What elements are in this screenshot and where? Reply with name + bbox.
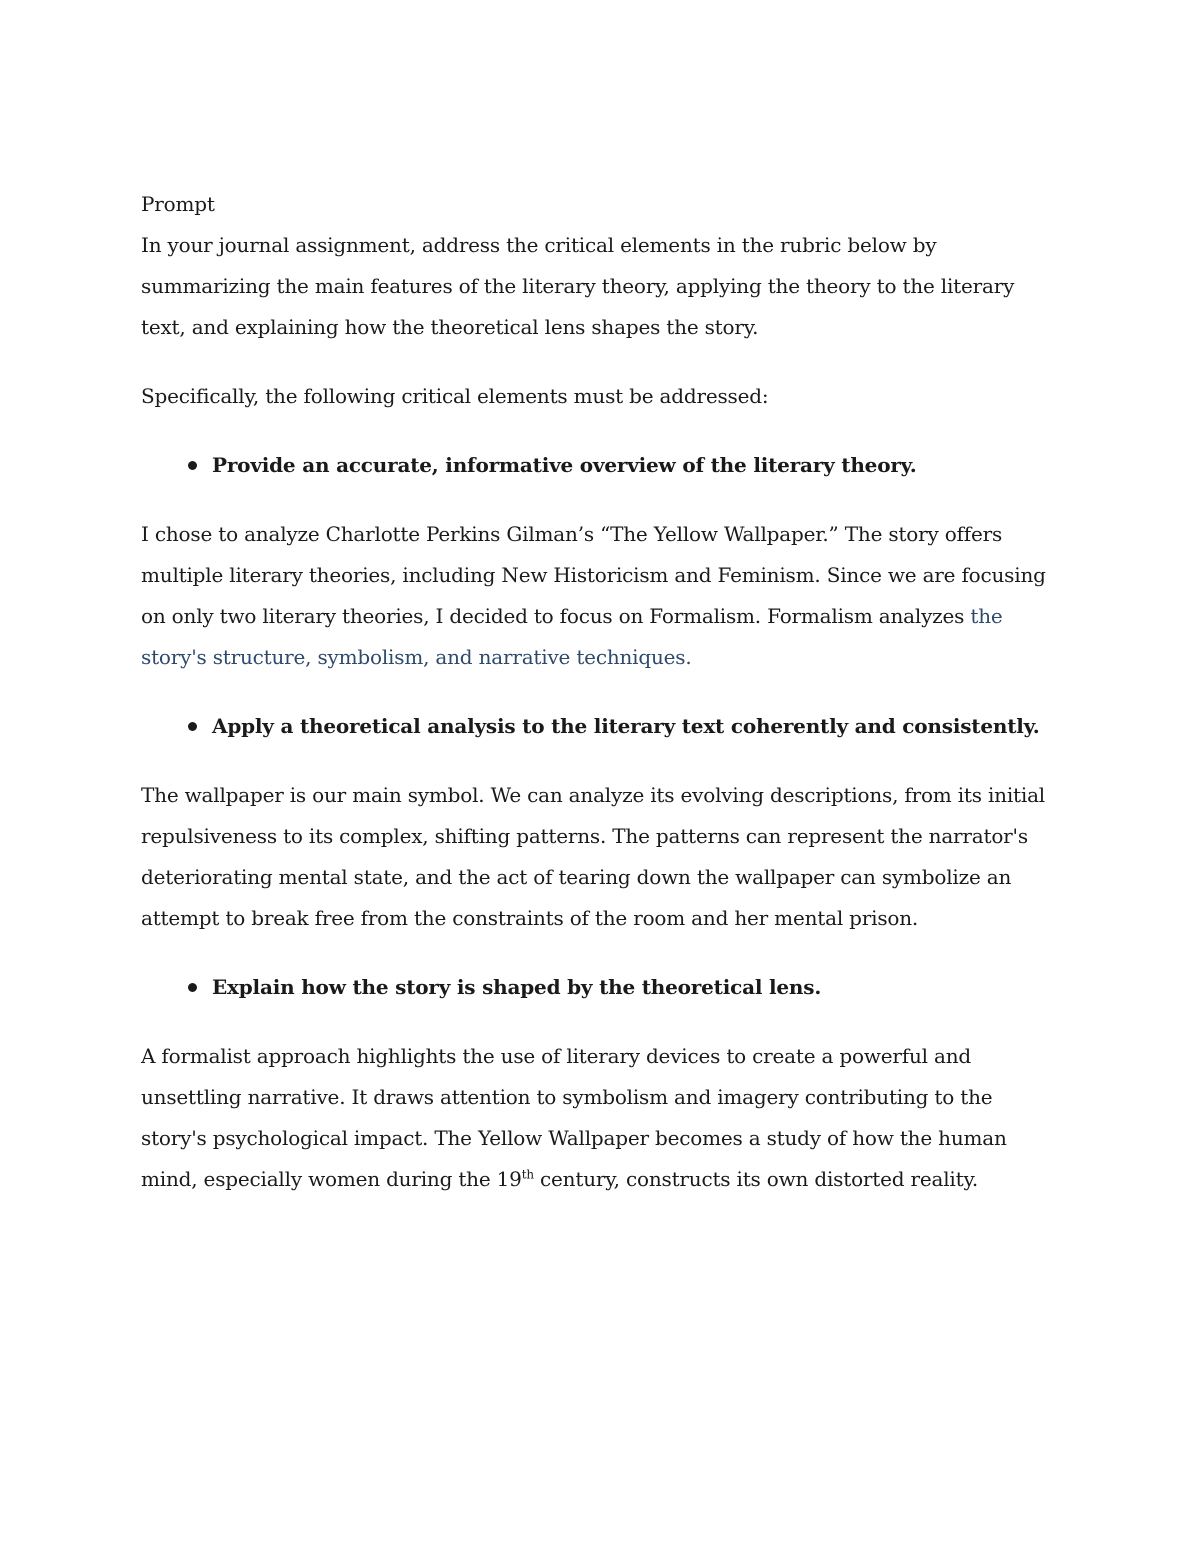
specifically-paragraph: Specifically, the following critical elements must be addressed: [141, 384, 769, 408]
lens-text-end: century, constructs its own distorted reality. [533, 1167, 979, 1191]
critical-element-3 [141, 967, 1061, 1008]
bullet-dot-icon [188, 983, 197, 992]
bullet-dot-icon [188, 722, 197, 731]
overview-paragraph [141, 514, 1061, 678]
intro-paragraph: In your journal assignment, address the critical elements in the rubric below by summarizing the main features of the literary theory, applying the theory to the literary text, and explaining how the theoretical lens shapes the story. [141, 233, 1015, 339]
prompt-heading: Prompt [141, 192, 215, 216]
overview-text: I chose to analyze Charlotte Perkins Gilman’s “The Yellow Wallpaper.” The story offers multiple literary theories, including New Historicism and Feminism. Since we are focusing on only two literary theories, I decided to focus on Formalism. Formalism analyzes [141, 522, 1046, 628]
lens-paragraph [141, 1036, 1061, 1200]
critical-element-2-text: Apply a theoretical analysis to the literary text coherently and consistently. [212, 714, 1040, 738]
critical-element-1-text: Provide an accurate, informative overview of the literary theory. [212, 453, 917, 477]
critical-element-2 [141, 706, 1061, 747]
document-page [141, 184, 1061, 1200]
ordinal-superscript: th [521, 1167, 534, 1182]
bullet-dot-icon [188, 461, 197, 470]
analysis-paragraph: The wallpaper is our main symbol. We can analyze its evolving descriptions, from its initial repulsiveness to its complex, shifting patterns. The patterns can represent the narrator's deteriorating mental state, and the act of tearing down the wallpaper can symbolize an attempt to break free from the constraints of the room and her mental prison. [141, 783, 1046, 930]
lens-text: A formalist approach highlights the use of literary devices to create a powerful and unsettling narrative. It draws attention to symbolism and imagery contributing to the story's psychological impact. The Yellow Wallpaper becomes a study of how the human mind, especially women during the 19 [141, 1044, 1007, 1191]
critical-element-3-text: Explain how the story is shaped by the theoretical lens. [212, 975, 822, 999]
critical-element-1 [141, 445, 1061, 486]
overview-highlight-text: the story's structure, symbolism, and narrative techniques. [141, 604, 1003, 669]
